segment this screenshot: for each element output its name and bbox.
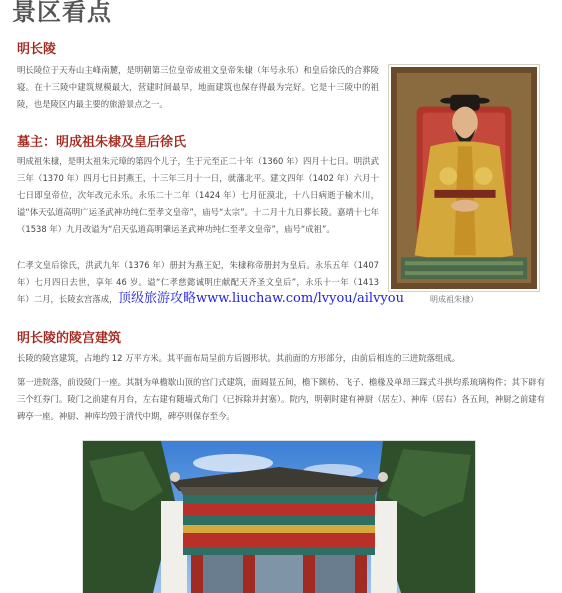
watermark-text: 顶级旅游攻略www.liuchaw.com/lvyou/ailvyou — [118, 291, 404, 306]
owner-paragraph: 明成祖朱棣，是明太祖朱元璋的第四个儿子，生于元至正二十年（1360 年）四月十七日。明洪武三年（1370 年）四月七日封燕王，十三年三月十一日，就藩北平。建文四年（1402 年）六月十七日即皇帝位，次年改元永乐。永乐二十二年（1424 年）七月征漠北，十八日病逝于榆木川，谥“体天弘道高明广运圣武神功纯仁至孝文皇帝”，庙号“太宗”。十二月十九日葬长陵。嘉靖十七年（1538 年）九月改谥为“启天弘道高明肇运圣武神功纯仁至孝文皇帝”，庙号“成祖”。 — [17, 156, 379, 234]
palace-gate-photo-icon — [83, 441, 475, 593]
section-title-changling: 明长陵 — [17, 42, 57, 57]
emperor-portrait — [388, 64, 540, 292]
section-title-palace-buildings: 明长陵的陵宫建筑 — [17, 331, 122, 346]
empress-paragraph: 仁孝文皇后徐氏，洪武九年（1376 年）册封为燕王妃，朱棣称帝册封为皇后。永乐五年（1407 年）七月四日去世，享年 46 岁。谥“仁孝慈懿诚明庄献配天齐圣文皇后”，永乐十一年（1413 年）二月，长陵玄宫落成， — [17, 260, 379, 304]
section-title-tomb-owner: 墓主：明成祖朱棣及皇后徐氏 — [17, 135, 187, 150]
buildings-paragraph: 长陵的陵宫建筑，占地约 12 万平方米。其平面布局呈前方后圆形状。其前面的方形部分，由前后相连的三进院落组成。 — [17, 353, 461, 363]
palace-gate-photo — [82, 440, 476, 593]
page-heading: 景区看点 — [12, 0, 112, 26]
emperor-portrait-icon — [391, 67, 537, 289]
intro-paragraph: 明长陵位于天寿山主峰南麓，是明朝第三位皇帝成祖文皇帝朱棣（年号永乐）和皇后徐氏的合葬陵寝。在十三陵中建筑规模最大，营建时间最早，地面建筑也保存得最为完好。它是十三陵中的祖陵，也是陵区内最主要的旅游景点之一。 — [17, 65, 379, 109]
portrait-caption: 明成祖朱棣） — [430, 295, 478, 304]
courtyard-paragraph: 第一进院落，前设陵门一座。其制为单檐歇山顶的宫门式建筑，面阔显五间，檐下额枋、飞子、檐椽及单昂三踩式斗拱均系琉璃构件；其下辟有三个红券门。陵门之前建有月台，左右建有随墙式角门（已拆除并封塞）。院内，明朝时建有神厨（居左）、神库（居右）各五间，神厨之前建有碑亭一座。神厨、神库均毁于清代中期，碑亭则保存至今。 — [17, 377, 545, 421]
